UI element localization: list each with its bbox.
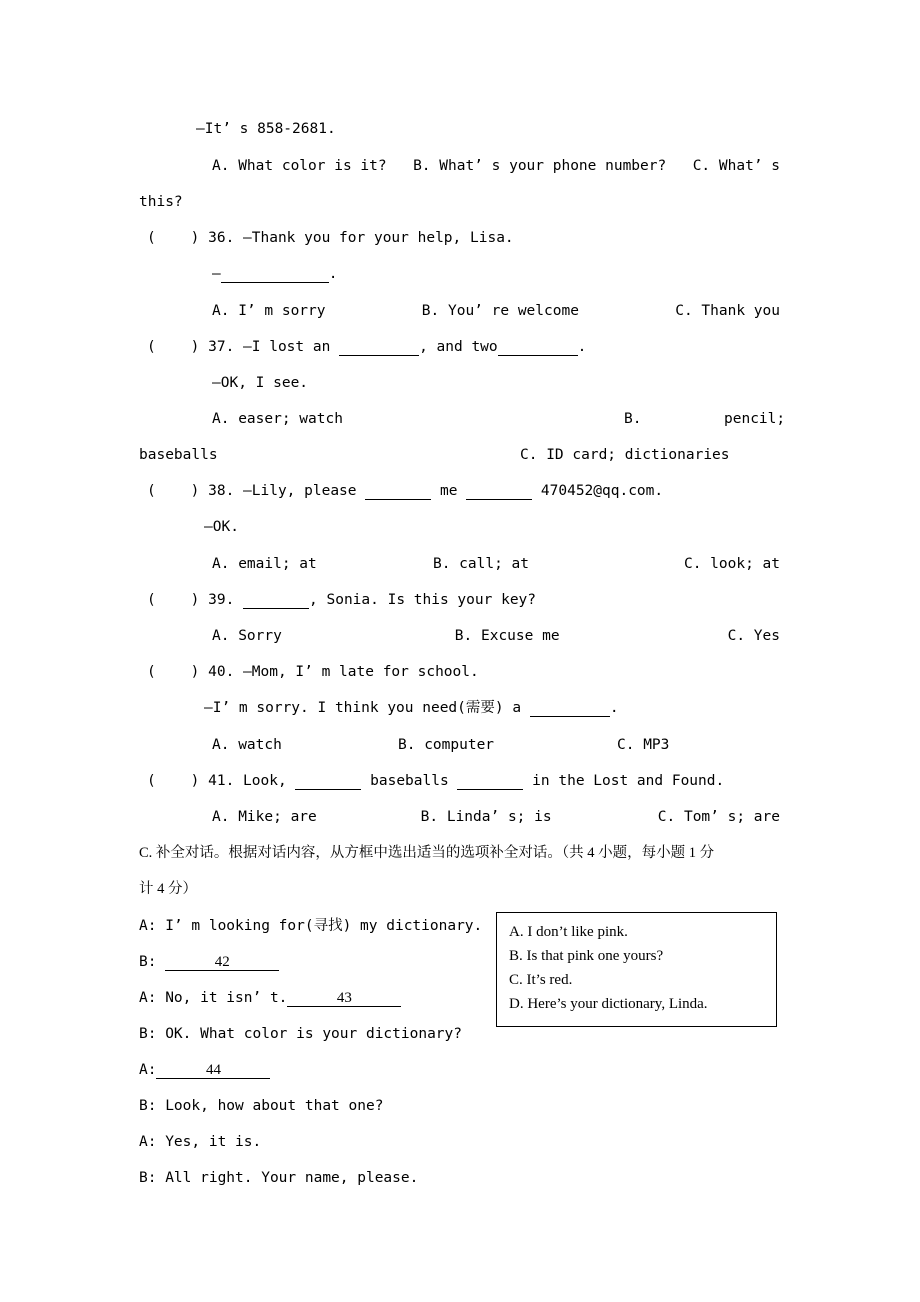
q40-blank[interactable] bbox=[530, 700, 610, 717]
q41-option-c[interactable]: C. Tom’ s; are bbox=[657, 809, 780, 825]
dialogue-line-6: B: Look, how about that one? bbox=[139, 1098, 384, 1114]
q41-stem: ( ) 41. Look, baseballs in the Lost and Found. bbox=[147, 773, 725, 789]
q38-reply: —OK. bbox=[204, 519, 239, 535]
dialogue-line-1: A: I’ m looking for(寻找) my dictionary. bbox=[139, 918, 483, 934]
q35-option-c[interactable]: C. What’ s bbox=[692, 158, 780, 174]
q38-options bbox=[212, 555, 780, 573]
choices-box bbox=[496, 912, 777, 1027]
q35-options bbox=[212, 157, 780, 175]
q38-option-b[interactable]: B. call; at bbox=[432, 556, 530, 572]
q39-option-a[interactable]: A. Sorry bbox=[212, 628, 282, 644]
q36-option-c[interactable]: C. Thank you bbox=[675, 303, 780, 319]
q35-option-a[interactable]: A. What color is it? bbox=[212, 158, 387, 174]
choice-a[interactable]: A. I don’t like pink. bbox=[509, 924, 628, 940]
q36-option-a[interactable]: A. I’ m sorry bbox=[212, 303, 326, 319]
q35-option-wrap: this? bbox=[139, 194, 183, 210]
q38-option-a[interactable]: A. email; at bbox=[212, 556, 317, 572]
section-c-instruction-cont: 计 4 分） bbox=[139, 881, 197, 897]
q39-options bbox=[212, 627, 780, 645]
q38-blank-2[interactable] bbox=[466, 483, 532, 500]
q40-option-b[interactable]: B. computer bbox=[398, 737, 495, 753]
q37-option-a[interactable]: A. easer; watch bbox=[212, 411, 343, 427]
q36-dash: — bbox=[212, 266, 221, 282]
q39-option-b[interactable]: B. Excuse me bbox=[454, 628, 560, 644]
q41-option-b[interactable]: B. Linda’ s; is bbox=[420, 809, 552, 825]
q41-blank-1[interactable] bbox=[295, 773, 361, 790]
q36-blank[interactable] bbox=[221, 266, 329, 283]
q40-option-c[interactable]: C. MP3 bbox=[617, 737, 670, 753]
q41-blank-2[interactable] bbox=[457, 773, 523, 790]
choice-b[interactable]: B. Is that pink one yours? bbox=[509, 948, 664, 964]
blank-43[interactable]: 43 bbox=[287, 990, 401, 1007]
q37-option-b-letter[interactable]: B. bbox=[624, 411, 642, 427]
dialogue-line-5: A: 44 bbox=[139, 1061, 270, 1079]
dialogue-line-2: B: 42 bbox=[139, 953, 279, 971]
dialogue-line-4: B: OK. What color is your dictionary? bbox=[139, 1026, 463, 1042]
q35-answer-line: —It’ s 858-2681. bbox=[196, 121, 336, 137]
q38-blank-1[interactable] bbox=[365, 483, 431, 500]
q37-option-c[interactable]: C. ID card; dictionaries bbox=[520, 447, 730, 463]
q38-option-c[interactable]: C. look; at bbox=[683, 556, 780, 572]
q39-blank[interactable] bbox=[243, 592, 309, 609]
q39-stem: ( ) 39. , Sonia. Is this your key? bbox=[147, 592, 537, 608]
q36-blank-line: — . bbox=[212, 266, 338, 282]
q41-options bbox=[212, 808, 780, 826]
choice-c[interactable]: C. It’s red. bbox=[509, 972, 573, 988]
dialogue-line-7: A: Yes, it is. bbox=[139, 1134, 262, 1150]
dialogue-line-3: A: No, it isn’ t. 43 bbox=[139, 989, 401, 1007]
q41-option-a[interactable]: A. Mike; are bbox=[212, 809, 317, 825]
q38-stem: ( ) 38. —Lily, please me 470452@qq.com. bbox=[147, 483, 664, 499]
section-c-instruction: C. 补全对话。根据对话内容，从方框中选出适当的选项补全对话。（共 4 小题，每小题 1 分 bbox=[139, 845, 715, 861]
q40-option-a[interactable]: A. watch bbox=[212, 737, 282, 753]
q37-reply: —OK, I see. bbox=[212, 375, 309, 391]
q39-option-c[interactable]: C. Yes bbox=[727, 628, 780, 644]
blank-42[interactable]: 42 bbox=[165, 954, 279, 971]
choice-d[interactable]: D. Here’s your dictionary, Linda. bbox=[509, 996, 708, 1012]
q36-stem: ( ) 36. —Thank you for your help, Lisa. bbox=[147, 230, 514, 246]
q40-reply: —I’ m sorry. I think you need(需要) a . bbox=[204, 700, 619, 716]
q37-blank-2[interactable] bbox=[498, 339, 578, 356]
q40-stem: ( ) 40. —Mom, I’ m late for school. bbox=[147, 664, 479, 680]
q35-option-b[interactable]: B. What’ s your phone number? bbox=[413, 158, 667, 174]
dialogue-line-8: B: All right. Your name, please. bbox=[139, 1170, 419, 1186]
q37-stem: ( ) 37. —I lost an , and two . bbox=[147, 339, 587, 355]
q36-option-b[interactable]: B. You’ re welcome bbox=[421, 303, 579, 319]
q37-option-b-wrap: baseballs bbox=[139, 447, 218, 463]
q37-option-b-text[interactable]: pencil; bbox=[724, 411, 786, 427]
q36-options bbox=[212, 302, 780, 320]
q37-blank-1[interactable] bbox=[339, 339, 419, 356]
blank-44[interactable]: 44 bbox=[156, 1062, 270, 1079]
